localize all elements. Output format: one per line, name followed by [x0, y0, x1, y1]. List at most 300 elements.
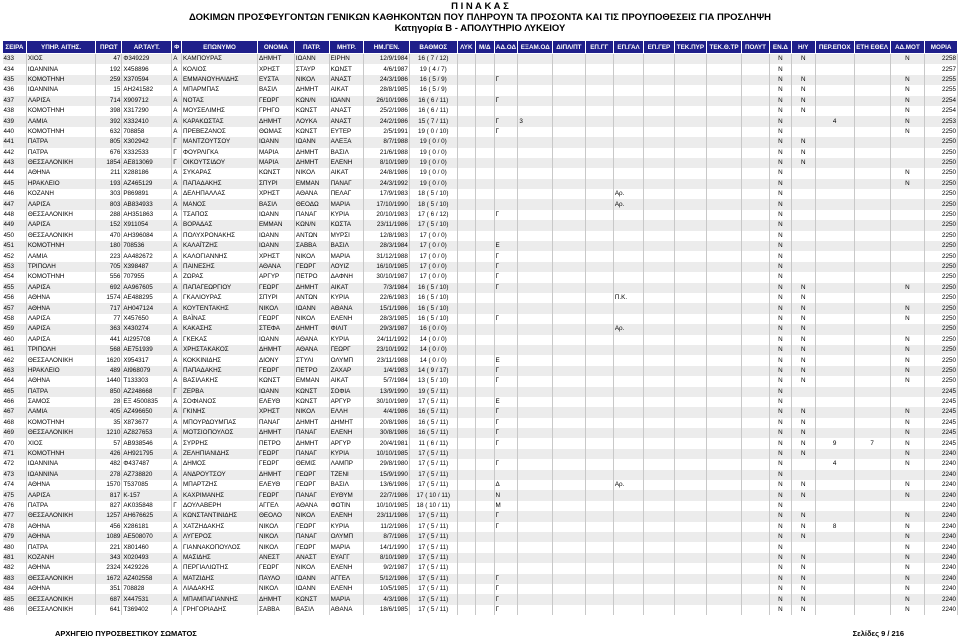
table-cell — [476, 85, 494, 95]
table-cell: Α — [172, 127, 182, 137]
table-cell: 9/2/1987 — [364, 563, 410, 573]
table-cell: 2240 — [925, 605, 958, 615]
table-cell: Ν — [890, 96, 925, 106]
table-cell — [518, 594, 553, 604]
table-cell: Γ — [494, 314, 518, 324]
table-cell — [644, 594, 674, 604]
table-cell — [553, 220, 586, 230]
table-cell — [854, 64, 890, 74]
table-cell: ΚΑΜΠΟΥΡΑΣ — [182, 54, 258, 65]
table-cell — [741, 345, 769, 355]
table-cell: 463 — [3, 366, 27, 376]
table-cell — [674, 272, 707, 282]
table-cell: ΦΟΥΡΛΙΓΚΑ — [182, 148, 258, 158]
table-cell — [741, 272, 769, 282]
table-cell — [707, 85, 742, 95]
table-cell: 476 — [3, 501, 27, 511]
candidates-table — [2, 40, 958, 615]
table-cell: ΔΗΜΗΤ — [294, 158, 329, 168]
table-cell — [613, 148, 643, 158]
table-cell: 17/10/1990 — [364, 199, 410, 209]
table-cell: ΣΥΡΡΗΣ — [182, 438, 258, 448]
table-cell — [494, 64, 518, 74]
table-cell — [518, 522, 553, 532]
table-cell: 2250 — [925, 293, 958, 303]
table-cell: 16 ( 5 / 11) — [409, 407, 457, 417]
table-cell: Ν — [770, 553, 792, 563]
table-cell: ΟΛΥΜΠ — [329, 355, 364, 365]
table-cell — [707, 335, 742, 345]
table-cell — [457, 407, 475, 417]
column-header: ΛΥΚ — [457, 41, 475, 54]
table-cell: Α — [172, 179, 182, 189]
table-cell — [457, 542, 475, 552]
table-cell: ΑΛΕΞΑ — [329, 137, 364, 147]
table-cell — [585, 470, 613, 480]
table-cell: 2250 — [925, 168, 958, 178]
table-row — [3, 231, 958, 241]
table-cell — [854, 511, 890, 521]
table-cell: 17 ( 5 / 11) — [409, 480, 457, 490]
table-cell: Ν — [890, 480, 925, 490]
table-cell: Ν — [770, 179, 792, 189]
table-cell: ΖΕΡΒΑ — [182, 387, 258, 397]
table-cell — [585, 54, 613, 65]
table-cell: Γ — [494, 262, 518, 272]
table-cell — [476, 127, 494, 137]
table-cell: 632 — [96, 127, 122, 137]
table-cell: 14 ( 0 / 0) — [409, 345, 457, 355]
table-cell — [890, 397, 925, 407]
table-cell: ΣΤΥΛΙ — [294, 355, 329, 365]
table-cell: ΒΑΣΙΛ — [329, 480, 364, 490]
table-cell: Α — [172, 75, 182, 85]
table-cell — [854, 480, 890, 490]
table-cell: Γ — [494, 522, 518, 532]
table-cell: ΚΟΚΚΙΝΙΔΗΣ — [182, 355, 258, 365]
table-cell — [553, 605, 586, 615]
table-cell: Δ — [494, 480, 518, 490]
table-cell: Α — [172, 376, 182, 386]
table-cell — [476, 387, 494, 397]
table-cell — [741, 511, 769, 521]
table-cell — [854, 168, 890, 178]
table-cell: ΤΖΕΝΙ — [329, 470, 364, 480]
table-cell: ΕΥΤΕΡ — [329, 127, 364, 137]
table-cell: ΓΙΑΝΝΑΚΟΠΟΥΛΟΣ — [182, 542, 258, 552]
table-cell — [854, 594, 890, 604]
table-cell: 2245 — [925, 438, 958, 448]
table-cell — [585, 574, 613, 584]
table-cell — [815, 189, 854, 199]
table-row — [3, 96, 958, 106]
table-cell: 2250 — [925, 220, 958, 230]
table-cell: ΑΖ738820 — [122, 470, 172, 480]
table-row — [3, 532, 958, 542]
table-cell: Γ — [494, 116, 518, 126]
table-cell — [815, 470, 854, 480]
table-cell: 8/7/1988 — [364, 137, 410, 147]
table-cell: ΗΡΑΚΛΕΙΟ — [26, 179, 95, 189]
table-cell: 17 ( 5 / 11) — [409, 522, 457, 532]
table-cell: 28/3/1985 — [364, 314, 410, 324]
table-cell: Ε — [494, 241, 518, 251]
table-cell: Γ — [172, 158, 182, 168]
table-cell: Γ — [494, 459, 518, 469]
table-cell — [707, 220, 742, 230]
table-cell: 17 ( 5 / 11) — [409, 397, 457, 407]
table-cell — [674, 179, 707, 189]
table-cell: ΘΕΣΣΑΛΟΝΙΚΗ — [26, 605, 95, 615]
table-cell — [741, 64, 769, 74]
table-cell: 18/6/1985 — [364, 605, 410, 615]
table-cell: ΑΝΑΣΤ — [329, 75, 364, 85]
table-cell — [613, 449, 643, 459]
table-cell — [674, 158, 707, 168]
table-cell: ΑΚ035848 — [122, 501, 172, 511]
table-cell: 2254 — [925, 106, 958, 116]
table-cell: ΑΙΚΑΤ — [329, 376, 364, 386]
table-cell — [494, 54, 518, 65]
table-cell — [553, 116, 586, 126]
table-cell: 803 — [96, 199, 122, 209]
table-cell — [553, 438, 586, 448]
table-cell: 1570 — [96, 480, 122, 490]
table-cell — [518, 251, 553, 261]
table-cell — [553, 314, 586, 324]
table-cell: 30/8/1986 — [364, 428, 410, 438]
table-cell: 445 — [3, 179, 27, 189]
table-cell — [707, 574, 742, 584]
table-cell — [613, 158, 643, 168]
table-row — [3, 210, 958, 220]
table-cell: 454 — [3, 272, 27, 282]
table-cell: Α — [172, 303, 182, 313]
table-cell: 21/6/1988 — [364, 148, 410, 158]
table-cell — [674, 283, 707, 293]
table-cell: 8/10/1989 — [364, 553, 410, 563]
table-cell: 10/10/1985 — [364, 501, 410, 511]
table-cell: 2254 — [925, 96, 958, 106]
table-cell — [791, 542, 815, 552]
table-cell: Ν — [770, 210, 792, 220]
table-cell — [613, 231, 643, 241]
table-cell — [518, 127, 553, 137]
table-row — [3, 459, 958, 469]
table-cell: ΑΑ967605 — [122, 283, 172, 293]
table-cell: 3 — [518, 116, 553, 126]
table-cell — [457, 303, 475, 313]
table-cell — [674, 418, 707, 428]
table-row — [3, 199, 958, 209]
table-cell: ΛΑΡΙΣΑ — [26, 199, 95, 209]
table-cell — [674, 199, 707, 209]
table-cell — [741, 262, 769, 272]
table-cell: ΖΩΡΑΣ — [182, 272, 258, 282]
table-cell — [644, 127, 674, 137]
table-cell: ΓΕΩΡΓ — [294, 542, 329, 552]
table-cell: ΓΚΕΚΑΣ — [182, 335, 258, 345]
table-cell: ΘΕΜΙΣ — [294, 459, 329, 469]
table-cell — [890, 272, 925, 282]
table-cell — [890, 293, 925, 303]
table-cell: ΜΑΣΙΔΗΣ — [182, 553, 258, 563]
table-cell — [741, 522, 769, 532]
table-cell — [585, 137, 613, 147]
table-cell: ΚΩΝΣΤ — [294, 594, 329, 604]
table-cell — [815, 345, 854, 355]
table-cell — [585, 387, 613, 397]
table-cell: Γ — [494, 283, 518, 293]
table-cell — [741, 407, 769, 417]
table-cell — [585, 490, 613, 500]
table-cell — [674, 303, 707, 313]
table-cell: ΚΟΜΟΤΗΝΗ — [26, 418, 95, 428]
table-cell: Ε — [494, 355, 518, 365]
table-row — [3, 272, 958, 282]
table-cell: 2258 — [925, 54, 958, 65]
table-cell: ΚΩΣΤΑ — [329, 220, 364, 230]
table-cell — [613, 262, 643, 272]
table-cell: ΠΑΠΑΔΑΚΗΣ — [182, 366, 258, 376]
table-cell — [791, 199, 815, 209]
table-cell — [518, 532, 553, 542]
table-cell — [494, 189, 518, 199]
document-category: Κατηγορία Β - ΑΠΟΛΥΤΗΡΙΟ ΛΥΚΕΙΟΥ — [394, 23, 566, 34]
table-cell — [644, 324, 674, 334]
table-cell — [741, 459, 769, 469]
table-cell — [741, 428, 769, 438]
table-cell — [707, 605, 742, 615]
table-cell — [674, 64, 707, 74]
table-cell — [476, 542, 494, 552]
table-cell — [613, 210, 643, 220]
table-cell — [707, 532, 742, 542]
column-header: ΤΕΚ.Θ.ΤΡ — [707, 41, 742, 54]
table-cell: Ν — [791, 85, 815, 95]
table-cell — [674, 563, 707, 573]
table-cell: Ν — [770, 64, 792, 74]
table-cell — [674, 241, 707, 251]
table-cell — [518, 563, 553, 573]
table-cell: Ν — [770, 283, 792, 293]
table-cell — [791, 116, 815, 126]
table-cell — [613, 96, 643, 106]
table-cell — [585, 231, 613, 241]
table-cell: Γ — [494, 605, 518, 615]
table-cell: 19 ( 0 / 0) — [409, 158, 457, 168]
table-cell: ΝΙΚΟΛ — [257, 542, 294, 552]
table-cell — [741, 490, 769, 500]
table-cell: ΑΓΓΕΛ — [329, 574, 364, 584]
table-cell: 705 — [96, 262, 122, 272]
document-title: Π Ι Ν Α Κ Α Σ — [451, 1, 509, 12]
table-cell: ΓΕΩΡΓ — [257, 459, 294, 469]
table-cell — [707, 355, 742, 365]
table-row — [3, 480, 958, 490]
table-cell: ΚΩΝΣΤ — [294, 397, 329, 407]
table-cell: 2240 — [925, 511, 958, 521]
table-cell — [494, 179, 518, 189]
table-cell — [613, 470, 643, 480]
table-cell: Ν — [770, 605, 792, 615]
table-cell — [585, 438, 613, 448]
table-cell: 2257 — [925, 64, 958, 74]
table-cell: ΘΕΣΣΑΛΟΝΙΚΗ — [26, 210, 95, 220]
table-cell: Αρ. — [613, 324, 643, 334]
table-cell: 398 — [96, 106, 122, 116]
table-cell — [476, 480, 494, 490]
table-cell: 692 — [96, 283, 122, 293]
table-cell: 18 ( 10 / 11) — [409, 501, 457, 511]
table-cell — [613, 127, 643, 137]
table-cell: ΝΟΤΑΣ — [182, 96, 258, 106]
table-cell — [476, 355, 494, 365]
table-cell: Ν — [791, 594, 815, 604]
table-cell: ΑΗ921795 — [122, 449, 172, 459]
table-cell — [707, 418, 742, 428]
table-cell — [553, 574, 586, 584]
table-cell: 19 ( 5 / 11) — [409, 387, 457, 397]
table-cell — [707, 553, 742, 563]
table-cell: ΑΙ295708 — [122, 335, 172, 345]
table-cell — [585, 459, 613, 469]
table-cell: ΘΕΟΔΩ — [294, 199, 329, 209]
table-cell — [553, 189, 586, 199]
table-cell: ΙΩΑΝΝ — [257, 231, 294, 241]
table-cell: ΜΟΤΣΙΟΠΟΥΛΟΣ — [182, 428, 258, 438]
table-cell — [707, 210, 742, 220]
table-cell — [815, 335, 854, 345]
table-cell — [854, 189, 890, 199]
table-cell — [613, 335, 643, 345]
table-cell — [585, 397, 613, 407]
table-cell: Ν — [791, 324, 815, 334]
table-cell: Ν — [890, 85, 925, 95]
table-cell — [707, 501, 742, 511]
table-cell — [741, 199, 769, 209]
table-cell — [674, 324, 707, 334]
table-cell: Ν — [770, 262, 792, 272]
table-cell — [494, 345, 518, 355]
table-cell: Γ — [172, 387, 182, 397]
table-cell — [707, 376, 742, 386]
table-cell: Ν — [890, 542, 925, 552]
table-cell: ΑΙ968079 — [122, 366, 172, 376]
table-cell: ΜΑΡΙΑ — [329, 594, 364, 604]
table-cell: Ν — [770, 231, 792, 241]
table-cell: ΑΘΗΝΑ — [26, 376, 95, 386]
table-cell: ΣΑΜΟΣ — [26, 397, 95, 407]
table-cell — [518, 418, 553, 428]
column-header: ΕΠ.ΓΑΛ — [613, 41, 643, 54]
table-cell: 57 — [96, 438, 122, 448]
table-cell: ΠΑΙΝΕΣΗΣ — [182, 262, 258, 272]
table-cell: 15/9/1990 — [364, 470, 410, 480]
table-cell — [518, 574, 553, 584]
table-cell: 16 ( 5 / 10) — [409, 293, 457, 303]
table-cell — [494, 231, 518, 241]
table-cell: ΠΑΠΑΓΕΩΡΓΙΟΥ — [182, 283, 258, 293]
table-cell: 18 ( 5 / 10) — [409, 189, 457, 199]
table-cell: 2245 — [925, 428, 958, 438]
table-cell: 24/2/1986 — [364, 116, 410, 126]
table-cell — [476, 75, 494, 85]
table-cell — [644, 272, 674, 282]
table-cell — [707, 148, 742, 158]
table-cell — [585, 522, 613, 532]
table-cell: 478 — [3, 522, 27, 532]
table-cell: 351 — [96, 584, 122, 594]
table-cell: 2245 — [925, 407, 958, 417]
table-cell — [644, 563, 674, 573]
table-cell: 1257 — [96, 511, 122, 521]
table-cell: Α — [172, 522, 182, 532]
table-cell — [854, 199, 890, 209]
table-cell — [476, 605, 494, 615]
table-cell: 8/7/1986 — [364, 532, 410, 542]
table-cell: 472 — [3, 459, 27, 469]
table-cell — [707, 522, 742, 532]
table-cell — [585, 449, 613, 459]
table-cell — [613, 387, 643, 397]
table-cell: 35 — [96, 418, 122, 428]
table-cell: 17 ( 5 / 11) — [409, 511, 457, 521]
table-cell: 2253 — [925, 116, 958, 126]
table-cell: 193 — [96, 179, 122, 189]
table-cell: Ν — [770, 490, 792, 500]
table-cell — [518, 511, 553, 521]
table-cell — [476, 584, 494, 594]
column-header: ΔΙΠΛ/ΠΤ — [553, 41, 586, 54]
table-cell: ΛΑΜΠΡ — [329, 459, 364, 469]
table-cell — [815, 262, 854, 272]
table-cell — [741, 189, 769, 199]
table-cell: ΓΕΩΡΓ — [294, 480, 329, 490]
table-cell: 16 ( 5 / 11) — [409, 428, 457, 438]
table-cell — [815, 501, 854, 511]
table-cell: ΚΟΖΑΝΗ — [26, 553, 95, 563]
table-cell: 19 ( 0 / 10) — [409, 127, 457, 137]
table-cell: ΚΥΡΙΑ — [329, 335, 364, 345]
table-cell: ΝΙΚΟΛ — [294, 75, 329, 85]
table-cell — [476, 366, 494, 376]
table-cell — [585, 324, 613, 334]
table-cell: ΜΠΑΡΜΠΑΣ — [182, 85, 258, 95]
table-row — [3, 85, 958, 95]
table-cell — [741, 366, 769, 376]
table-cell — [741, 397, 769, 407]
table-cell: 20/8/1986 — [364, 418, 410, 428]
table-cell — [791, 168, 815, 178]
table-cell: ΕΙΡΗΝ — [329, 54, 364, 65]
table-cell: ΚΩΝΣΤ — [294, 387, 329, 397]
table-cell: Ν — [791, 584, 815, 594]
table-cell — [707, 189, 742, 199]
table-cell: ΛΟΥΚΑ — [294, 116, 329, 126]
table-cell: ΧΡΗΣΤ — [257, 189, 294, 199]
table-cell — [457, 283, 475, 293]
table-cell: Γ — [494, 272, 518, 282]
table-cell: ΑΗ047124 — [122, 303, 172, 313]
table-cell — [707, 428, 742, 438]
table-cell — [854, 272, 890, 282]
table-cell: 16 ( 0 / 0) — [409, 324, 457, 334]
table-cell: 2240 — [925, 522, 958, 532]
table-cell — [518, 314, 553, 324]
table-cell — [494, 470, 518, 480]
table-cell: ΓΕΩΡΓ — [257, 490, 294, 500]
